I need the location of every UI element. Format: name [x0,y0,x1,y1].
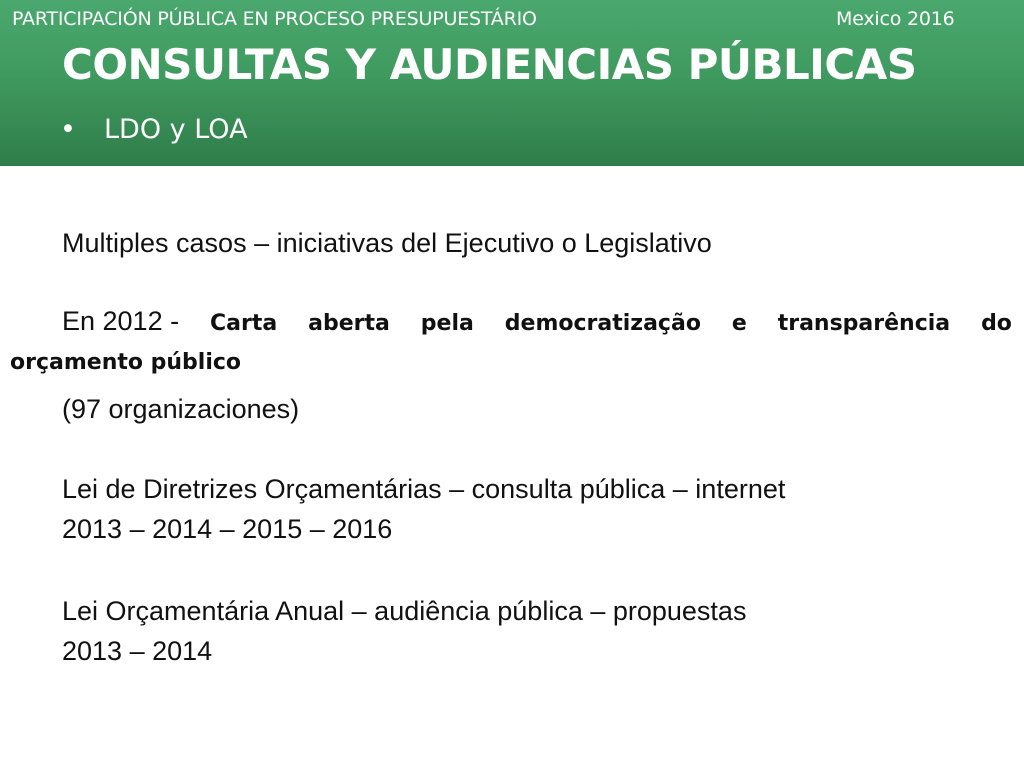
bold-word: aberta [308,311,390,336]
event-label: Mexico 2016 [836,8,955,30]
bullet-item-text: LDO y LOA [104,114,248,145]
bullet-icon: • [60,114,76,145]
body-line-organizaciones: (97 organizaciones) [62,394,300,424]
body-line-loa: Lei Orçamentária Anual – audiência pública – propuestas [62,596,747,626]
slide-title: CONSULTAS Y AUDIENCIAS PÚBLICAS [62,40,917,89]
bold-word: democratização [504,311,701,336]
bold-word: pela [420,311,474,336]
line-prefix: En 2012 - [62,306,180,336]
slide-header-bar [0,0,1024,166]
body-line-loa-years: 2013 – 2014 [62,636,213,666]
body-line-carta-aberta [62,306,1012,337]
body-line-multiples-casos: Multiples casos – iniciativas del Ejecutivo o Legislativo [62,228,712,258]
body-line-ldo-years: 2013 – 2014 – 2015 – 2016 [62,514,393,544]
bold-word: transparência [777,311,951,336]
header-bullet-item [60,114,248,145]
presentation-topic-label: PARTICIPACIÓN PÚBLICA EN PROCESO PRESUPUESTÁRIO [12,8,537,30]
bold-word: do [981,311,1012,336]
bold-word: Carta [210,311,278,336]
bold-word: e [731,311,747,336]
body-line-ldo: Lei de Diretrizes Orçamentárias – consulta pública – internet [62,474,786,504]
body-line-orcamento-publico: orçamento público [10,350,242,375]
